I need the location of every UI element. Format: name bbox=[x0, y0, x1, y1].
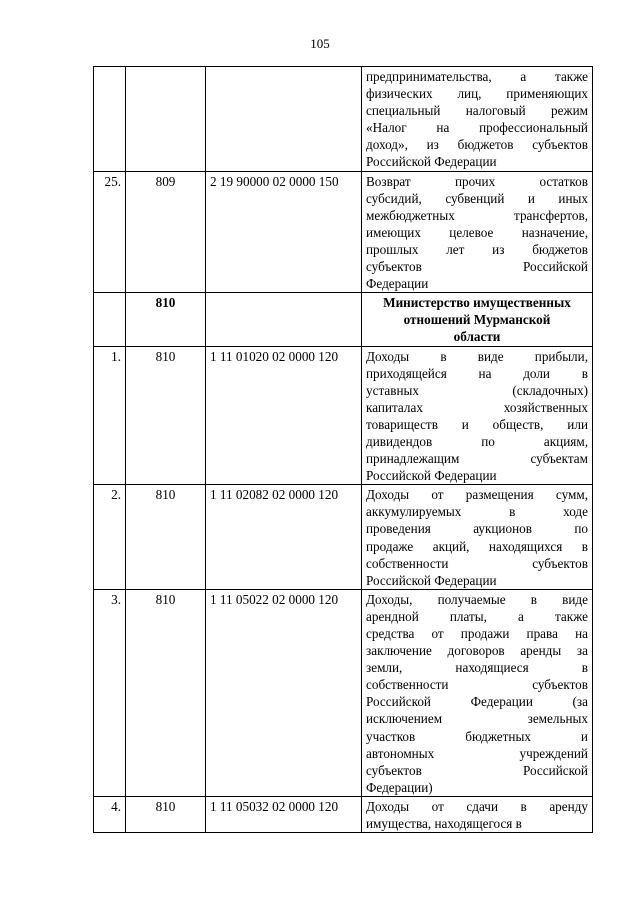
revenue-name-line: Доходы от сдачи в аренду bbox=[366, 798, 588, 814]
revenue-name-line: аккумулируемых в ходе bbox=[366, 504, 588, 520]
budget-classification-code-cell bbox=[206, 293, 362, 346]
revenue-name-line: средства от продажи права на bbox=[366, 626, 588, 641]
budget-classification-code-cell: 1 11 02082 02 0000 120 bbox=[206, 485, 362, 590]
budget-classification-code-cell: 1 11 05032 02 0000 120 bbox=[206, 796, 362, 832]
revenue-name-line: Российской Федерации bbox=[366, 572, 497, 588]
budget-classification-code-cell: 2 19 90000 02 0000 150 bbox=[206, 171, 362, 293]
revenue-name-line: Доходы, получаемые в виде bbox=[366, 591, 588, 607]
revenue-name-line: субъектов Российской bbox=[366, 259, 588, 275]
revenue-name-line: доход», из бюджетов субъектов bbox=[366, 137, 588, 153]
revenue-name-line: субсидий, субвенций и иных bbox=[366, 190, 588, 206]
administrator-code-cell: 810 bbox=[126, 796, 206, 832]
administrator-code-cell: 810 bbox=[126, 346, 206, 485]
revenue-name-line: исключением земельных bbox=[366, 711, 588, 727]
budget-classification-code-cell bbox=[206, 67, 362, 172]
row-number-cell: 3. bbox=[94, 589, 126, 796]
revenue-name-cell bbox=[362, 293, 593, 346]
table-row bbox=[94, 346, 593, 485]
row-number-cell: 4. bbox=[94, 796, 126, 832]
revenue-name-line: физических лиц, применяющих bbox=[366, 86, 588, 102]
revenue-name-cell bbox=[362, 796, 593, 832]
section-header-row bbox=[94, 293, 593, 346]
revenue-classification-table bbox=[93, 66, 593, 833]
revenue-name-line: земли, находящиеся в bbox=[366, 660, 588, 676]
revenue-name-line: Российской Федерации (за bbox=[366, 694, 588, 710]
revenue-name-line: уставных (складочных) bbox=[366, 382, 588, 398]
revenue-name-line: собственности субъектов bbox=[366, 555, 588, 571]
table-body bbox=[94, 67, 593, 833]
revenue-name-line: товариществ и обществ, или bbox=[366, 416, 588, 432]
revenue-name-line: имущества, находящегося в bbox=[366, 816, 522, 832]
table-row bbox=[94, 67, 593, 172]
revenue-name-line: специальный налоговый режим bbox=[366, 103, 588, 119]
budget-classification-code-cell: 1 11 01020 02 0000 120 bbox=[206, 346, 362, 485]
revenue-name-line: арендной платы, а также bbox=[366, 608, 588, 624]
revenue-name-line: Доходы от размещения сумм, bbox=[366, 487, 588, 503]
revenue-name-line: «Налог на профессиональный bbox=[366, 120, 588, 136]
row-number-cell: 2. bbox=[94, 485, 126, 590]
table-row bbox=[94, 796, 593, 832]
revenue-name-cell bbox=[362, 589, 593, 796]
revenue-name-line: продаже акций, находящихся в bbox=[366, 538, 588, 554]
revenue-name-line: капиталах хозяйственных bbox=[366, 399, 588, 415]
revenue-name-line: собственности субъектов bbox=[366, 677, 588, 693]
administrator-code-cell: 810 bbox=[126, 293, 206, 346]
page-number: 105 bbox=[310, 36, 330, 51]
revenue-name-line: имеющих целевое назначение, bbox=[366, 224, 588, 240]
revenue-name-line: автономных учреждений bbox=[366, 745, 588, 761]
revenue-name-line: прошлых лет из бюджетов bbox=[366, 241, 588, 257]
revenue-name-line: принадлежащим субъектам bbox=[366, 451, 588, 467]
row-number-cell: 1. bbox=[94, 346, 126, 485]
revenue-name-line: Возврат прочих остатков bbox=[366, 173, 588, 189]
revenue-name-line: Министерство имущественных bbox=[383, 295, 571, 311]
revenue-name-line: предпринимательства, а также bbox=[366, 69, 588, 84]
revenue-name-cell bbox=[362, 346, 593, 485]
row-number-cell bbox=[94, 67, 126, 172]
budget-classification-code-cell: 1 11 05022 02 0000 120 bbox=[206, 589, 362, 796]
table-row bbox=[94, 171, 593, 293]
revenue-name-line: Федерации bbox=[366, 276, 429, 292]
revenue-name-cell bbox=[362, 171, 593, 293]
revenue-name-line: дивидендов по акциям, bbox=[366, 433, 588, 449]
administrator-code-cell: 810 bbox=[126, 589, 206, 796]
administrator-code-cell bbox=[126, 67, 206, 172]
revenue-name-line: заключение договоров аренды за bbox=[366, 643, 588, 659]
revenue-name-line: участков бюджетных и bbox=[366, 728, 588, 744]
revenue-name-line: отношений Мурманской bbox=[403, 312, 551, 328]
row-number-cell bbox=[94, 293, 126, 346]
revenue-name-cell bbox=[362, 485, 593, 590]
revenue-name-line: приходящейся на доли в bbox=[366, 365, 588, 381]
revenue-name-line: Российской Федерации bbox=[366, 468, 497, 484]
revenue-name-line: области bbox=[453, 329, 501, 345]
revenue-name-line: проведения аукционов по bbox=[366, 521, 588, 537]
revenue-name-line: Федерации) bbox=[366, 779, 433, 795]
table-row bbox=[94, 589, 593, 796]
revenue-name-line: субъектов Российской bbox=[366, 762, 588, 778]
row-number-cell: 25. bbox=[94, 171, 126, 293]
administrator-code-cell: 809 bbox=[126, 171, 206, 293]
table-row bbox=[94, 485, 593, 590]
revenue-name-line: Доходы в виде прибыли, bbox=[366, 348, 588, 364]
revenue-name-line: межбюджетных трансфертов, bbox=[366, 207, 588, 223]
revenue-name-cell bbox=[362, 67, 593, 172]
administrator-code-cell: 810 bbox=[126, 485, 206, 590]
revenue-name-line: Российской Федерации bbox=[366, 154, 497, 170]
